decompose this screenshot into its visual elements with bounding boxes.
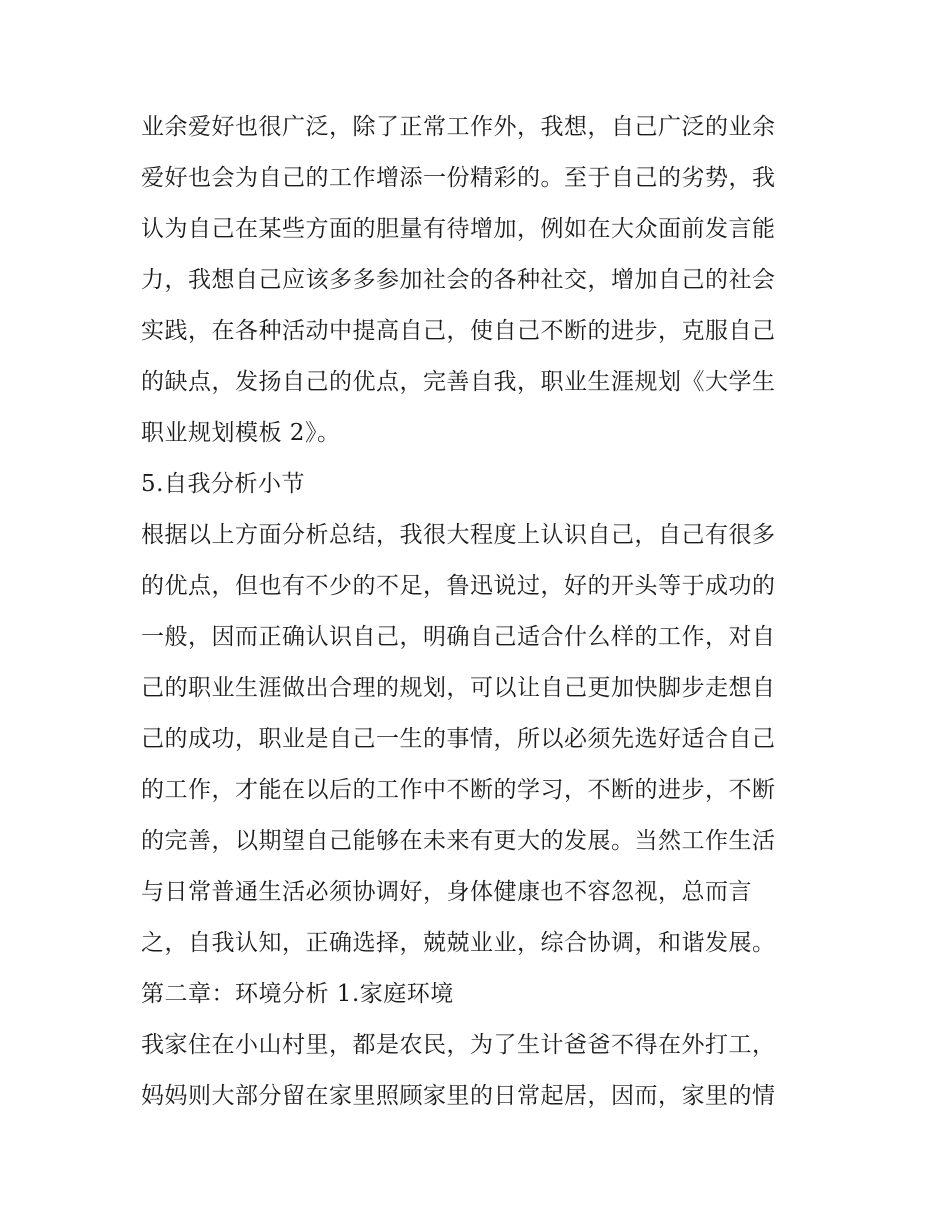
text-line: 职业规划模板 2》。: [141, 420, 341, 446]
chapter-heading: 第二章：环境分析 1.家庭环境: [141, 981, 454, 1007]
text-line: 己的职业生涯做出合理的规划，可以让自己更加快脚步走想自: [141, 675, 776, 701]
text-line: 一般，因而正确认识自己，明确自己适合什么样的工作，对自: [141, 624, 776, 650]
text-line: 实践，在各种活动中提高自己，使自己不断的进步，克服自己: [141, 318, 776, 344]
text-line: 的优点，但也有不少的不足，鲁迅说过，好的开头等于成功的: [141, 573, 776, 599]
text-line: 力，我想自己应该多多参加社会的各种社交，增加自己的社会: [141, 267, 776, 293]
text-line: 我家住在小山村里，都是农民，为了生计爸爸不得在外打工，: [141, 1032, 776, 1058]
text-line: 根据以上方面分析总结，我很大程度上认识自己，自己有很多: [141, 522, 776, 548]
section-heading: 5.自我分析小节: [141, 471, 305, 497]
text-line: 的完善，以期望自己能够在未来有更大的发展。当然工作生活: [141, 828, 776, 854]
text-line: 之，自我认知，正确选择，兢兢业业，综合协调，和谐发展。: [141, 930, 776, 956]
text-line: 妈妈则大部分留在家里照顾家里的日常起居，因而，家里的情: [141, 1083, 776, 1109]
text-line: 的工作，才能在以后的工作中不断的学习，不断的进步，不断: [141, 777, 776, 803]
text-line: 业余爱好也很广泛，除了正常工作外，我想，自己广泛的业余: [141, 114, 776, 140]
text-line: 认为自己在某些方面的胆量有待增加，例如在大众面前发言能: [141, 216, 776, 242]
text-line: 与日常普通生活必须协调好，身体健康也不容忽视，总而言: [141, 879, 752, 905]
text-line: 的缺点，发扬自己的优点，完善自我，职业生涯规划《大学生: [141, 369, 776, 395]
text-line: 爱好也会为自己的工作增添一份精彩的。至于自己的劣势，我: [141, 165, 776, 191]
text-line: 己的成功，职业是自己一生的事情，所以必须先选好适合自己: [141, 726, 776, 752]
body-text: [141, 102, 813, 1122]
